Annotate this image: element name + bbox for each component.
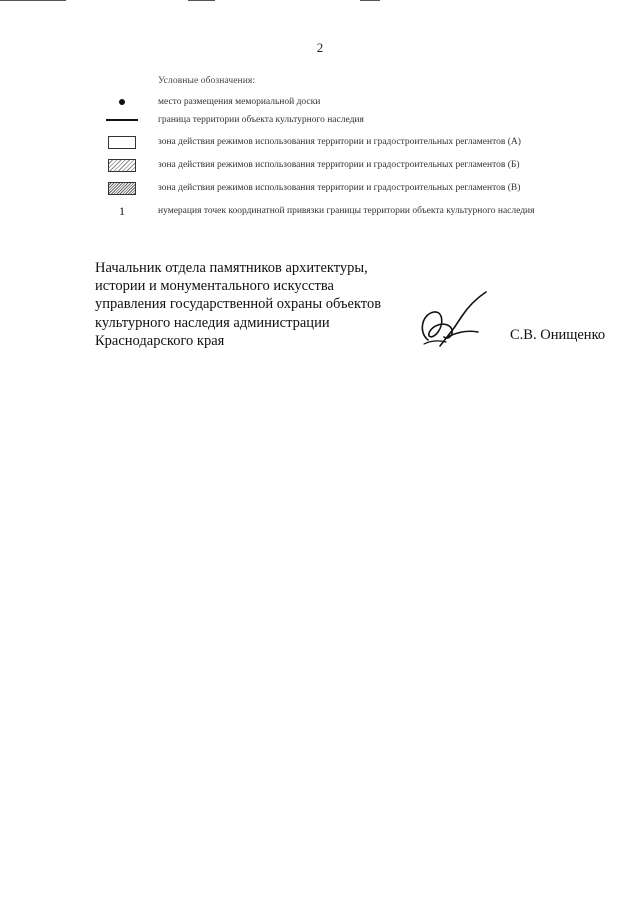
scan-edge-mark (188, 0, 215, 1)
legend-label: место размещения мемориальной доски (158, 97, 321, 107)
position-line: истории и монументального искусства (95, 278, 334, 295)
point-number-symbol: 1 (119, 203, 125, 218)
position-line: Краснодарского края (95, 332, 225, 349)
legend-symbol (106, 154, 138, 176)
legend-label: нумерация точек координатной привязки границы территории объекта культурного наследия (158, 206, 535, 216)
handwritten-signature (410, 288, 495, 358)
legend-label: зона действия режимов использования территории и градостроительных регламентов (В) (158, 183, 521, 193)
position-title (95, 259, 381, 350)
hatched-box-icon (108, 159, 136, 172)
legend-symbol (106, 200, 138, 222)
legend-label: граница территории объекта культурного наследия (158, 115, 364, 125)
dense-hatched-box-icon (108, 182, 136, 195)
position-line: культурного наследия администрации (95, 314, 330, 331)
legend-symbol (106, 109, 138, 131)
legend-item (0, 131, 640, 153)
legend-label: зона действия режимов использования территории и градостроительных регламентов (А) (158, 137, 521, 147)
legend-item (0, 177, 640, 199)
dot-icon (119, 99, 125, 105)
signer-name: С.В. Онищенко (510, 327, 606, 343)
legend-label: зона действия режимов использования территории и градостроительных регламентов (Б) (158, 160, 520, 170)
line-icon (106, 119, 138, 121)
legend-symbol (106, 131, 138, 153)
position-line: Начальник отдела памятников архитектуры, (95, 260, 368, 276)
scan-edge-mark (0, 0, 66, 1)
legend-symbol (106, 177, 138, 199)
page-number: 2 (316, 40, 324, 55)
position-line: управления государственной охраны объектов (95, 296, 382, 313)
legend-title: Условные обозначения: (158, 76, 256, 86)
scan-edge-mark (360, 0, 380, 1)
legend-item (0, 200, 640, 222)
legend-item (0, 154, 640, 176)
legend-item (0, 109, 640, 131)
empty-box-icon (108, 136, 136, 149)
